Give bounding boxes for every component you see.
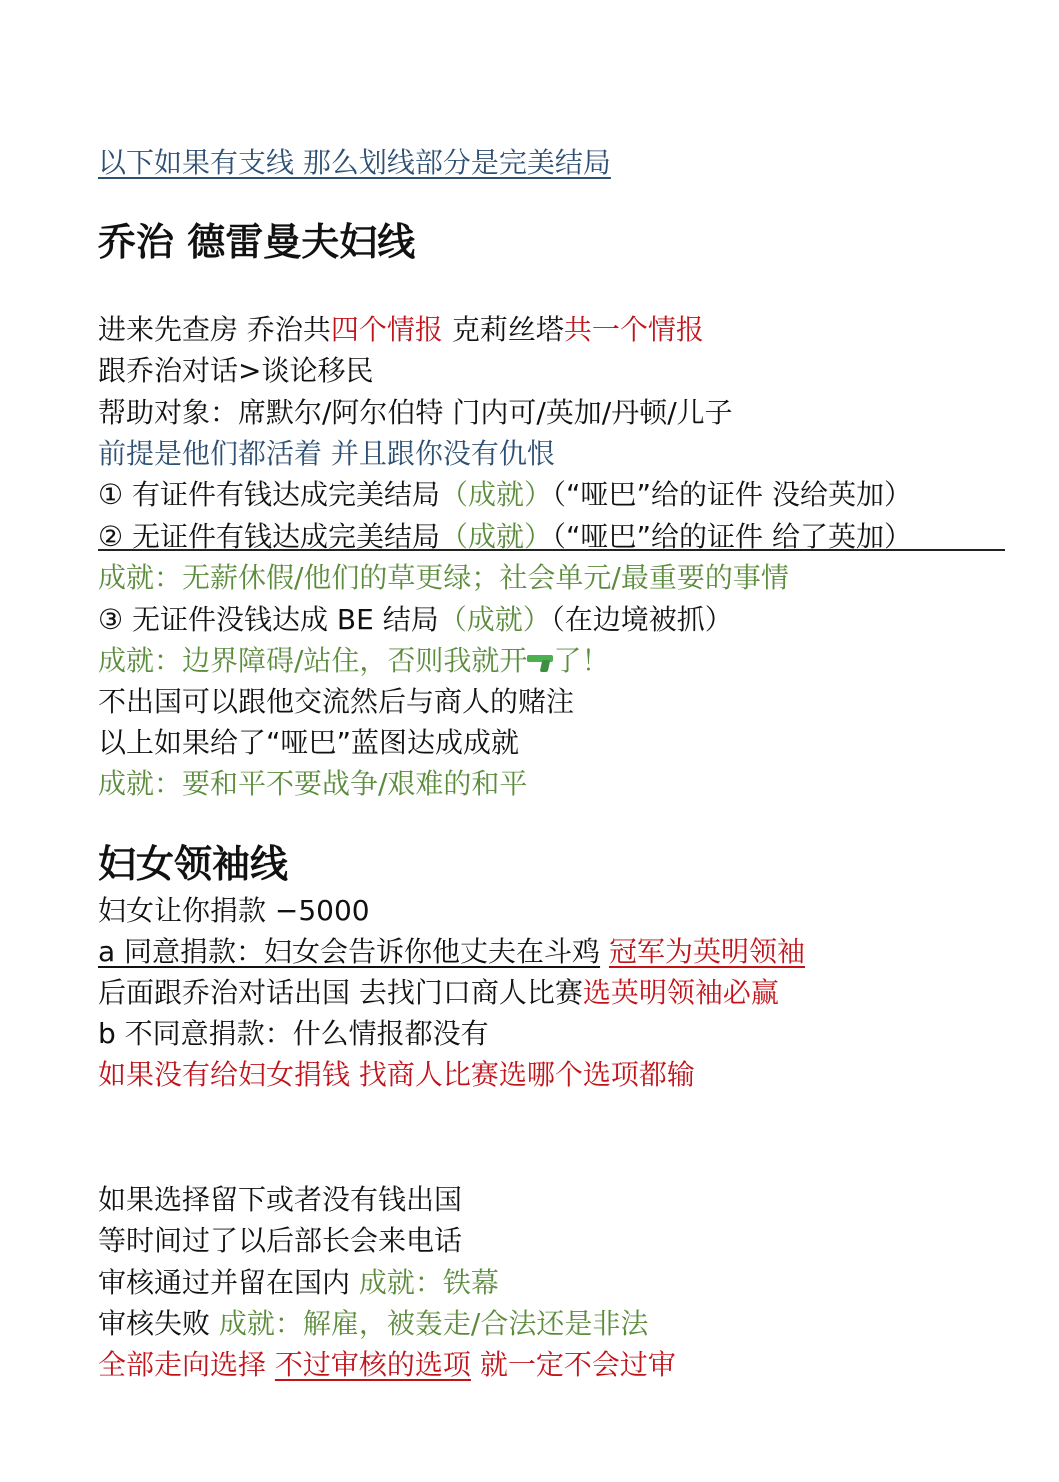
text: 审核失败 [98,1307,211,1340]
line-merchant-contest [98,973,779,1013]
text: （在边境被抓） [550,603,733,636]
text: ② 无证件有钱达成完美结局 [98,520,441,553]
achievement-iron-curtain: 成就：铁幕 [358,1266,499,1299]
achievement-fired: 成就：解雇，被轰走/合法还是非法 [218,1307,649,1340]
water-gun-icon [527,652,553,672]
achievement-tag: （成就） [440,520,553,553]
option-2-underline [98,549,1005,551]
highlight-option: 不过审核的选项 [274,1348,471,1381]
text: ③ 无证件没钱达成 BE 结局 [98,603,439,636]
text: ① 有证件有钱达成完美结局 [98,478,441,511]
option-3 [98,600,733,640]
line-precondition: 前提是他们都活着 并且跟你没有仇恨 [98,437,555,470]
line-stay: 如果选择留下或者没有钱出国 [98,1183,463,1216]
text: a 同意捐款：妇女会告诉你他丈夫在斗鸡 [98,935,601,968]
option-2 [98,517,912,557]
line-minister-call: 等时间过了以后部长会来电话 [98,1224,463,1257]
line-fail-review [98,1304,648,1344]
line-blueprint: 以上如果给了“哑巴”蓝图达成成就 [98,726,520,759]
text: 审核通过并留在国内 [98,1266,351,1299]
line-help-targets: 帮助对象：席默尔/阿尔伯特 门内可/英加/丹顿/儿子 [98,396,733,429]
option-1 [98,475,912,515]
achievement-tag: （成就） [440,478,553,511]
highlight-champion: 冠军为英明领袖 [608,935,805,968]
line-donate: 妇女让你捐款 −5000 [98,894,370,927]
highlight-four-intel: 四个情报 [330,313,443,346]
section-title-women-leader: 妇女领袖线 [98,842,289,886]
achievement-line-3: 成就：要和平不要战争/艰难的和平 [98,767,528,800]
option-a [98,932,805,972]
text: 就一定不会过审 [470,1348,676,1381]
text: （“哑巴”给的证件 没给英加） [552,478,912,511]
achievement-tag: （成就） [438,603,551,636]
line-pass-review [98,1263,499,1303]
achievement-line-1: 成就：无薪休假/他们的草更绿；社会单元/最重要的事情 [98,561,789,594]
section-title-george: 乔治 德雷曼夫妇线 [98,220,416,264]
text: 进来先查房 乔治共 [98,313,331,346]
highlight-one-intel: 共一个情报 [563,313,704,346]
line-talk-george: 跟乔治对话>谈论移民 [98,354,374,387]
text: （“哑巴”给的证件 给了英加） [552,520,912,553]
achievement-line-2 [98,641,609,681]
text: 克莉丝塔 [442,313,564,346]
text: 了！ [553,644,610,677]
text: 后面跟乔治对话出国 去找门口商人比赛 [98,976,583,1009]
line-final-note [98,1345,676,1385]
text: 成就：边界障碍/站住，否则我就开 [98,644,528,677]
line-no-leave: 不出国可以跟他交流然后与商人的赌注 [98,685,575,718]
option-b: b 不同意捐款：什么情报都没有 [98,1017,489,1050]
line-check-room [98,310,704,350]
text: 全部走向选择 [98,1348,267,1381]
highlight-win: 选英明领袖必赢 [582,976,779,1009]
line-lose-warning: 如果没有给妇女捐钱 找商人比赛选哪个选项都输 [98,1058,695,1091]
underline-note: 以下如果有支线 那么划线部分是完美结局 [98,146,611,179]
